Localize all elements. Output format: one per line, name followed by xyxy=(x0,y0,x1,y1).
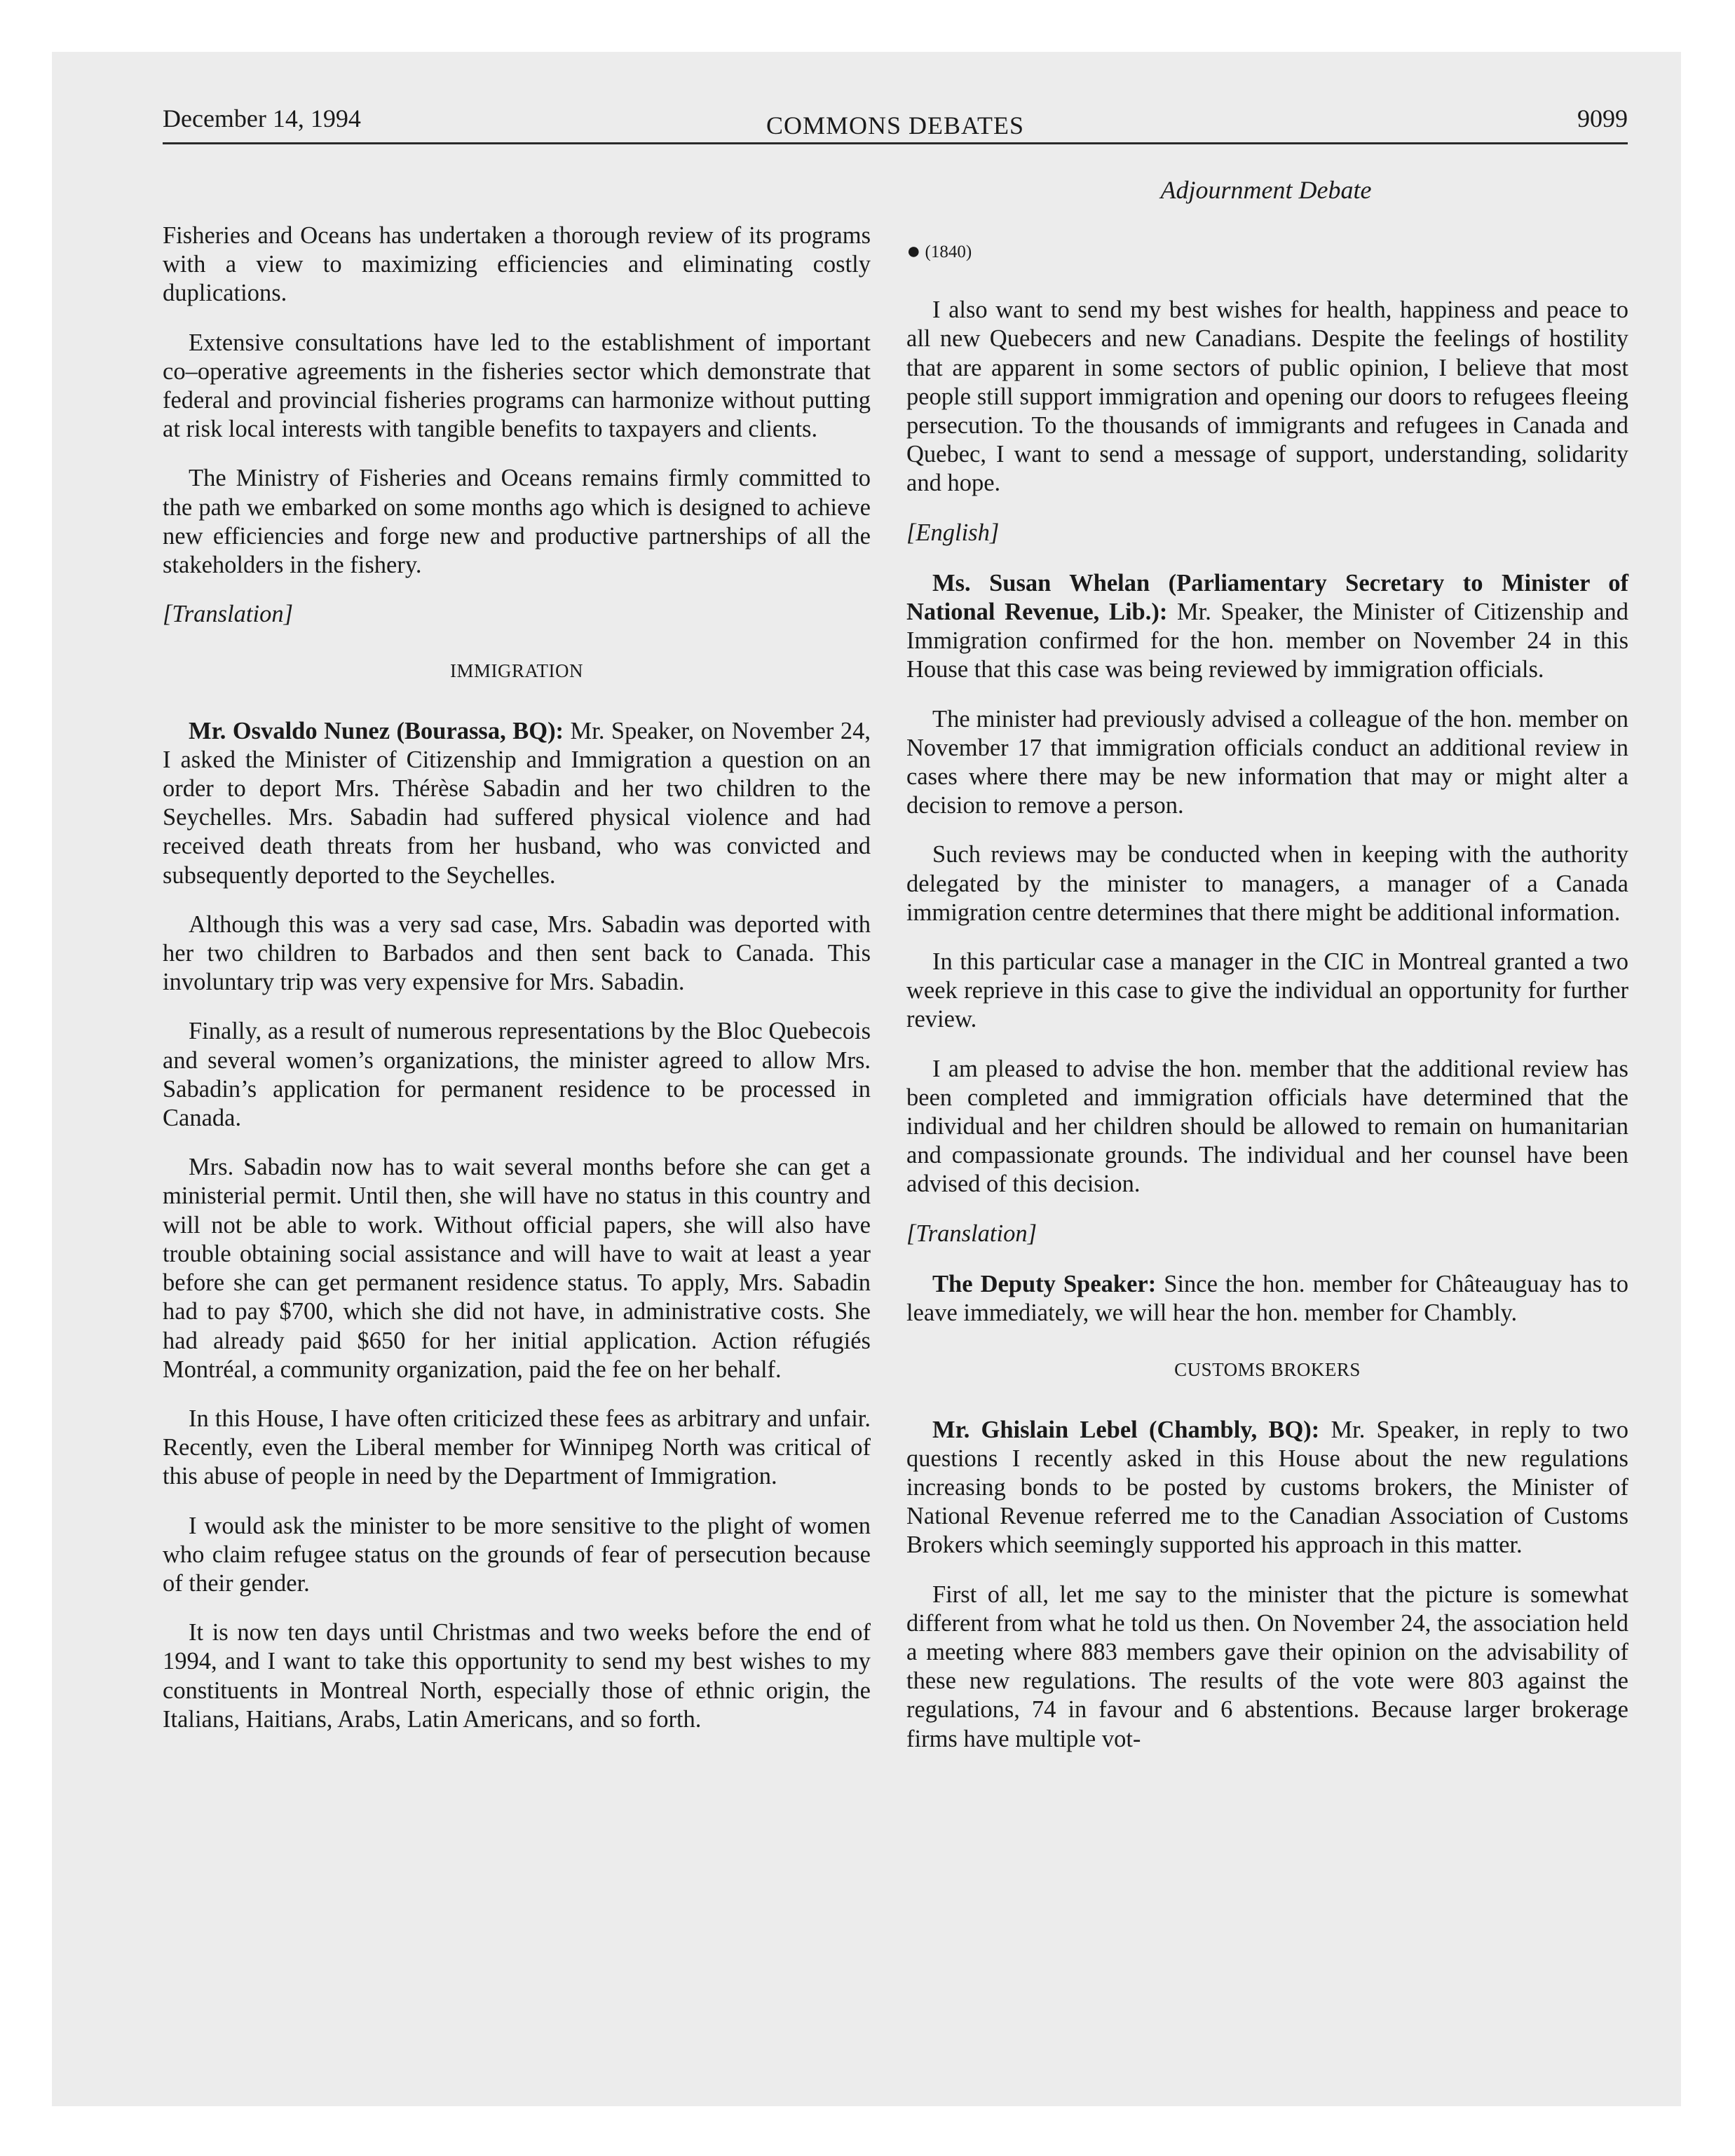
language-note: [Translation] xyxy=(906,1220,1037,1247)
paragraph: The Ministry of Fisheries and Oceans remains firmly committed to the path we embarked on some months ago which is designed to achieve new efficiencies and forge new and productive partnerships of all the stakeholders in the fishery. xyxy=(163,465,871,579)
paragraph: I am pleased to advise the hon. member that the additional review has been completed and immigration officials have determined that the individual and her children should be allowed to remain on humanitarian and compassionate grounds. The individual and her counsel have been advised of this decision. xyxy=(906,1055,1628,1198)
bullet-icon: ● xyxy=(906,238,921,264)
paragraph: In this particular case a manager in the CIC in Montreal granted a two week reprieve in this case to give the individual an opportunity for further review. xyxy=(906,948,1628,1033)
paragraph: The minister had previously advised a colleague of the hon. member on November 17 that immigration officials conduct an additional review in cases where there may be new information that may or might alter a decision to remove a person. xyxy=(906,705,1628,819)
paragraph: Such reviews may be conducted when in keeping with the authority delegated by the minister to managers, a manager of a Canada immigration centre determines that there might be additional information. xyxy=(906,841,1628,926)
header-page-number: 9099 xyxy=(1577,104,1628,132)
section-heading-customs-brokers: CUSTOMS BROKERS xyxy=(1174,1359,1361,1381)
right-column xyxy=(906,237,1628,1774)
paragraph: Extensive consultations have led to the establishment of important co–operative agreements in the fisheries sector which demonstrate that federal and provincial fisheries programs can harmonize without putting at risk local interests with tangible benefits to taxpayers and clients. xyxy=(163,329,871,443)
language-note: [English] xyxy=(906,519,1000,546)
speech-text: Mr. Speaker, in reply to two questions I recently asked in this House about the new regulations increasing bonds to be posted by customs brokers, the Minister of National Revenue referred me to the Canadian Association of Customs Brokers which seemingly supported his approach in this matter. xyxy=(906,1416,1628,1559)
speaker-name: Ms. Susan Whelan (Parliamentary Secretary to Minister of National Revenue, Lib.): xyxy=(906,569,1628,626)
speaker-name: Mr. Ghislain Lebel (Chambly, BQ): xyxy=(932,1416,1320,1443)
paragraph xyxy=(163,717,871,890)
left-column xyxy=(163,221,871,1754)
paragraph xyxy=(906,1270,1628,1328)
paragraph: I would ask the minister to be more sensitive to the plight of women who claim refugee status on the grounds of fear of persecution because of their gender. xyxy=(163,1512,871,1597)
paragraph xyxy=(906,569,1628,685)
paragraph: Fisheries and Oceans has undertaken a thorough review of its programs with a view to maximizing efficiencies and eliminating costly duplications. xyxy=(163,222,871,307)
page-header xyxy=(163,101,1628,143)
header-date: December 14, 1994 xyxy=(163,104,361,132)
paragraph: Mrs. Sabadin now has to wait several months before she can get a ministerial permit. Until then, she will have no status in this country and will not be able to work. Without official papers, she will also have trouble obtaining social assistance and will have to wait at least a year before she can get permanent residence status. To apply, Mrs. Sabadin had to pay $700, which she did not have, in administrative costs. She had already paid $650 for her initial application. Action réfugiés Montréal, a community organization, paid the fee on her behalf. xyxy=(163,1154,871,1383)
paragraph: In this House, I have often criticized these fees as arbitrary and unfair. Recently, even the Liberal member for Winnipeg North was critical of this abuse of people in need by the Department of Immigration. xyxy=(163,1405,871,1490)
paragraph: Finally, as a result of numerous representations by the Bloc Quebecois and several women’s organizations, the minister agreed to allow Mrs. Sabadin’s application for permanent residence to be processed in Canada. xyxy=(163,1018,871,1132)
speech-text: Since the hon. member for Châteauguay has to leave immediately, we will hear the hon. member for Chambly. xyxy=(906,1270,1628,1327)
paragraph: It is now ten days until Christmas and two weeks before the end of 1994, and I want to take this opportunity to send my best wishes to my constituents in Montreal North, especially those of ethnic origin, the Italians, Haitians, Arabs, Latin Americans, and so forth. xyxy=(163,1619,871,1733)
paragraph: I also want to send my best wishes for health, happiness and peace to all new Quebecers and new Canadians. Despite the feelings of hostility that are apparent in some sectors of public opinion, I believe that most people still support immigration and opening our doors to refugees fleeing persecution. To the thousands of immigrants and refugees in Canada and Quebec, I want to send a message of support, understanding, solidarity and hope. xyxy=(906,296,1628,497)
speech-text: Mr. Speaker, the Minister of Citizenship and Immigration confirmed for the hon. member on November 24 in this House that this case was being reviewed by immigration officials. xyxy=(906,599,1629,683)
speaker-name: Mr. Osvaldo Nunez (Bourassa, BQ): xyxy=(189,717,564,744)
running-head: Adjournment Debate xyxy=(1160,176,1372,204)
paragraph: Although this was a very sad case, Mrs. Sabadin was deported with her two children to Barbados and then sent back to Canada. This involuntary trip was very expensive for Mrs. Sabadin. xyxy=(163,910,871,996)
header-rule xyxy=(163,142,1628,144)
header-title: COMMONS DEBATES xyxy=(766,111,1025,139)
section-heading-immigration: IMMIGRATION xyxy=(450,660,583,682)
timestamp-text: (1840) xyxy=(925,243,972,261)
speech-text: Mr. Speaker, on November 24, I asked the Minister of Citizenship and Immigration a question on an order to deport Mrs. Thérèse Sabadin and her two children to the Seychelles. Mrs. Sabadin had suffered physical violence and had received death threats from her husband, who was convicted and subsequently deported to the Seychelles. xyxy=(163,717,871,889)
timestamp xyxy=(906,237,1628,266)
speaker-name: The Deputy Speaker: xyxy=(932,1270,1157,1297)
paragraph: First of all, let me say to the minister that the picture is somewhat different from what he told us then. On November 24, the association held a meeting where 883 members gave their opinion on the advisability of these new regulations. The results of the vote were 803 against the regulations, 74 in favour and 6 abstentions. Because larger brokerage firms have multiple vot- xyxy=(906,1581,1628,1752)
language-note: [Translation] xyxy=(163,601,293,628)
paragraph xyxy=(906,1416,1628,1560)
